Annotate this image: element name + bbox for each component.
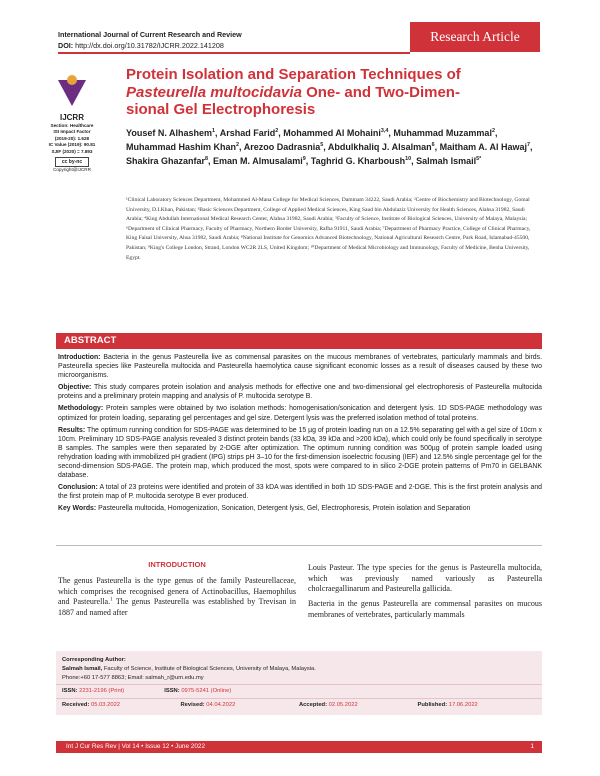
author-name: Salmah Ismail [416,156,477,166]
author [126,128,215,138]
page-footer [56,741,542,753]
author [244,142,324,152]
text: Protein samples were obtained by two isolation methods: homogenisation/sonication and detergent lysis. 1D SDS-PAGE methodology was optimized for protein loading, separating gel percentages and gel size. Detergent lysis was the preferred isolation method of total proteins. [58,405,542,422]
author-affiliation-ref: 10 [405,156,412,162]
author-list: Yousef N. Alhashem$^1$, Arshad Farid$^2$, Mohammed Al Mohaini$^{3,4}$, Muhammad Muzammal$^2$, Muhammad Hashim Khan$^2$, Arezoo Dadrasnia$^5$, Abdulkhaliq J. Alsalman$^6$, Maitham A. Al Hawaj$^7$, Shakira Ghazanfar$^8$, Eman M. Almusalami$^9$, Taghrid G. Kharboush$^{10}$, Salmah Ismail$^{5*}$ [126,128,533,166]
correspondence-box [56,651,542,715]
footer-citation: Int J Cur Res Rev | Vol 14 • Issue 12 • June 2022 [66,743,205,750]
page-number: 1 [530,743,534,750]
author [220,128,279,138]
accepted-date [299,701,418,710]
correspondence-author [62,665,536,674]
label: ISSN: [62,688,78,695]
author [328,142,435,152]
text: The genus Pasteurella is the type genus of the family Pasteurellaceae, which comprises the recognised genera of Actinobacillus, Haemophilus and Pasteurella. [58,576,296,607]
author-name: Yousef N. Alhashem [126,128,213,138]
journal-name: International Journal of Current Research and Review [58,30,242,39]
author [393,128,495,138]
label: Published: [417,702,448,709]
author-address: Faculty of Science, Institute of Biological Sciences, University of Malaya, Malaysia. [102,665,316,672]
abstract-body [58,353,542,517]
journal-info [44,113,100,173]
correspondence-contact: Phone:+60 17-577 8863; Email: salmah_r@um.edu.my [62,674,204,681]
affiliations: ¹Clinical Laboratory Sciences Department, Mohammed Al-Mana College for Medical Sciences, Dammam 34222, Saudi Arabia; ²Centre of Biochemistry and Biotechnology, Gomal University, D.I.Khan, Pakistan; ³Basic Sciences Department, College of Applied Medical Sciences, King Saud bin Abdulaziz University for Health Sciences, Alahsa 31982, Saudi Arabia; ⁴King Abdullah International Medical Research Center, Alahsa 31982, Saudi Arabia; ⁵Faculty of Science, Institute of Biological Sciences, University of Malaya, Malaysia; ⁶Department of Clinical Pharmacy, Faculty of Pharmacy, Northern Border University, Rafha 91911, Saudi Arabia; ⁷Department of Pharmacy Practice, College of Clinical Pharmacy, King Faisal University, Ahsa 31982, Saudi Arabia; ⁸National Institute for Genomics Advanced Biotechnology, National Agricultural Research Centre, Park Road, Islamabad-45500, Pakistan; ⁹King's College London, Strand, London WC2R 2LS, United Kingdom; ¹⁰Department of Medical Microbiology and Immunology, Faculty of Medicine, Benha University, Egypt. [126,197,531,261]
text: The optimum running condition for SDS-PAGE was determined to be 15 µg of protein loading run on a 12.5% separating gel with a gel size of 10cm x 10cm. Preliminary 1D SDS-PAGE analysis revealed 3 distinct protein bands (33 kDa, 39 kDa and >200 kDa), which could only be found specifically in serotype B samples. The samples were then separated by 2-DGE after optimization. The optimum running condition was 500µg of protein sample loaded using rehydration loading with immobilized pH gradient (IPG) strips pH 3–10 for the first-dimension isoelectric focusing (IEF) and 12.5% single percentage gel for the second-dimension SDS-PAGE. The protein map, which produced the most, spots were compared to in silico 2-DGE protein patterns of Pm70 in GELBANK database. [58,426,542,480]
abstract-heading: ABSTRACT [56,333,542,349]
revised-date [181,701,300,710]
author-affiliation-ref: 3,4 [380,128,389,134]
citation-ref[interactable]: 1 [110,597,113,603]
dates-row [56,698,542,712]
abstract-keywords [58,504,542,513]
value: 2231-2196 (Print) [79,688,125,695]
author [213,156,306,166]
article-title [126,66,536,119]
author-name: Maitham A. Al Hawaj [439,142,527,152]
text: Bacteria in the genus Pasteurella live as commensal parasites on the mucous membranes of vertebrates, particularly mammals and birds. Pasteurella species like Pasteurella multocida and Pasteurella haemolytica cause significant economic losses as a result of diseases caused by these two microorganisms. [58,354,542,380]
author-name: Mohammed Al Mohaini [283,128,381,138]
author-affiliation-ref: 6 [431,142,435,148]
section-label: Section: Healthcare [50,123,94,128]
title-italic: Pasteurella multocidavia [126,83,302,101]
introduction-heading: INTRODUCTION [148,560,206,569]
label: Received: [62,702,90,709]
article-type-badge: Research Article [410,22,540,52]
abstract-conclusion [58,483,542,501]
ijcrr-logo-icon [58,74,86,108]
intro-paragraph: Louis Pasteur. The type species for the genus is Pasteurella multocida, which was previously named variously as Pasteurella cholcraegallinarum and Pasteurella gallicida. [308,563,542,594]
label: Introduction: [58,354,101,361]
author-affiliation-ref: 2 [275,128,279,134]
sjif-value: SJIF (2020) = 7.893 [51,148,93,154]
author-name: Shakira Ghazanfar [126,156,206,166]
value: 02.05.2022 [328,702,358,709]
doi-label: DOI: [58,41,74,50]
author-name: Arezoo Dadrasnia [243,142,321,152]
logo-text: IJCRR [59,113,84,122]
title-line2: One- and Two-Dimen- [301,83,460,101]
author-affiliation-ref: 8 [205,156,209,162]
intro-paragraph: Bacteria in the genus Pasteurella are commensal parasites on mucous membranes of vertebrates, particularly mammals [308,599,542,619]
author-affiliation-ref: 7 [526,142,530,148]
author-affiliation-ref: 5* [476,156,482,162]
author [126,142,239,152]
label: Results: [58,426,86,434]
label: Revised: [180,702,205,709]
abstract-methodology [58,404,542,422]
header-rule [58,52,410,54]
label: Accepted: [299,702,328,709]
intro-column-right [308,563,542,625]
author-name: Muhammad Muzammal [393,128,492,138]
author [416,156,481,166]
ic-value: IC Value (2019): 90.81 [48,142,96,148]
value: 05.03.2022 [91,702,121,709]
author-name: Muhammad Hashim Khan [126,142,237,152]
isi-label: ISI Impact Factor [53,129,91,135]
cc-license-icon: cc by-nc [55,157,89,167]
label: Conclusion: [58,484,98,492]
doi-line [58,41,224,50]
text: The genus Pasteurella was established by Trevisan in 1887 and named after [58,597,296,618]
received-date [62,701,181,710]
logo-circle [67,75,77,85]
author [283,128,388,138]
label: ISSN: [164,688,180,695]
correspondence-heading: Corresponding Author: [62,657,126,663]
author-name: Abdulkhaliq J. Alsalman [327,142,432,152]
value: 0975-5241 (Online) [181,688,232,695]
author-affiliation-ref: 2 [491,128,495,134]
author-name: Arshad Farid [219,128,276,138]
author-name: Taghrid G. Kharboush [310,156,406,166]
value: 04.04.2022 [206,702,236,709]
issn-print [62,687,124,696]
author-affiliation-ref: 1 [212,128,216,134]
doi-link[interactable]: http://dx.doi.org/10.31782/IJCRR.2022.141208 [75,41,224,50]
abstract-objective [58,383,542,401]
issn-online [164,687,231,696]
abstract-results [58,426,542,481]
author-affiliation-ref: 9 [302,156,306,162]
abstract-introduction [58,353,542,380]
label: Methodology: [58,405,104,413]
text: A total of 23 proteins were identified and protein of 33 kDA was identified in both 1D SDS-PAGE and 2-DGE. This is the first protein analysis and the first protein map of P. multocida serotype B ever produced. [58,484,542,501]
section-divider [56,545,542,546]
author [440,142,530,152]
title-line3: sional Gel Electrophoresis [126,101,316,118]
author-name: Salmah Ismail, [62,665,103,672]
text: Pasteurella multocida, Homogenization, Sonication, Detergent lysis, Gel, Electrophoresis, Protein isolation and Separation [96,505,471,513]
text: This study compares protein isolation and analysis methods for effective one and two-dimensional gel electrophoresis of Pasteurella multocida proteins and a preliminary protein mapping and analysis of P. multocida serotype B. [58,384,542,401]
value: 17.06.2022 [448,702,478,709]
author-affiliation-ref: 5 [320,142,324,148]
author [126,156,208,166]
title-line1: Protein Isolation and Separation Techniques of [126,66,461,83]
label: Key Words: [58,505,97,513]
intro-paragraph [58,576,296,619]
author [311,156,411,166]
label: Objective: [58,384,92,392]
copyright: Copyright@IJCRR [53,167,91,173]
published-date [418,701,537,710]
author-affiliation-ref: 2 [236,142,240,148]
correspondence-top [56,651,542,684]
issn-row [56,684,542,698]
intro-column-left [58,576,296,623]
author-name: Eman M. Almusalami [213,156,303,166]
isi-value: (2019-20): 1.628 [54,135,90,141]
